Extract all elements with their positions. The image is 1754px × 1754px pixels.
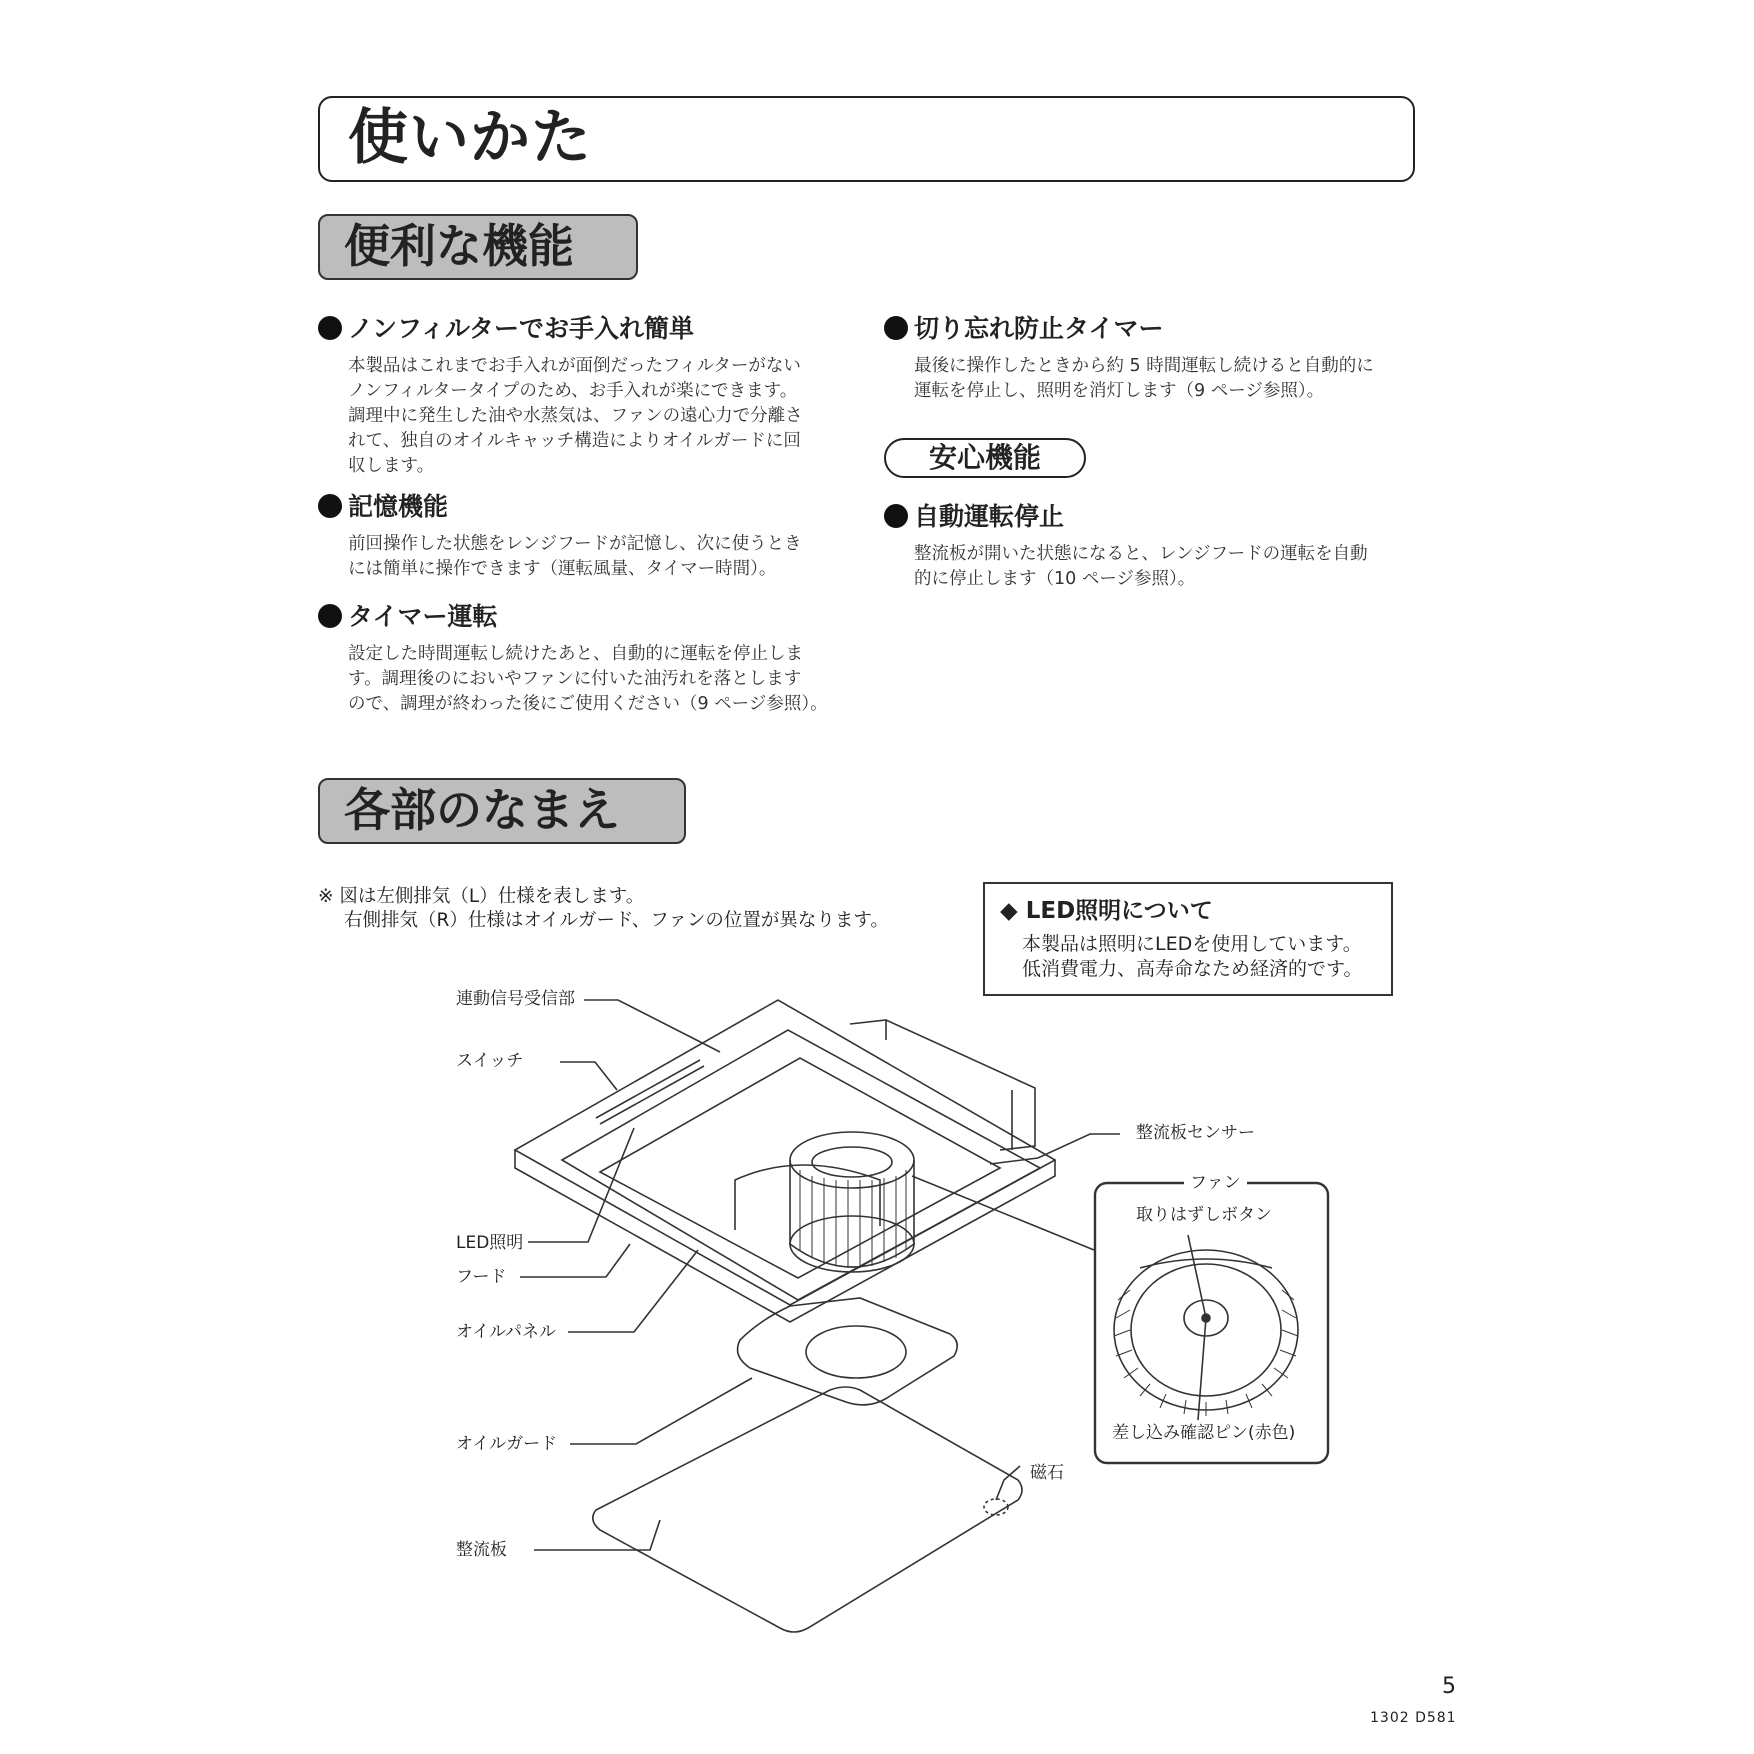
feature-heading-timer: タイマー運転 [318, 600, 498, 634]
page-title: 使いかた [348, 103, 592, 173]
feature-heading-nonfilter: ノンフィルターでお手入れ簡単 [318, 312, 694, 346]
feature-body-nonfilter: 本製品はこれまでお手入れが面倒だったフィルターがない ノンフィルタータイプのため、お手入れが楽にできます。 調理中に発生した油や水蒸気は、ファンの遠心力で分離さ れて、独自のオイルキャッチ構造によりオイルガードに回 収します。 [348, 356, 803, 476]
section-heading-features: 便利な機能 [318, 214, 638, 280]
label-remove-button: 取りはずしボタン [1136, 1205, 1272, 1225]
diagram-note-line1: ※ 図は左側排気（L）仕様を表します。 [318, 886, 645, 907]
page-number: 5 [1442, 1674, 1456, 1699]
led-info-body: 本製品は照明にLEDを使用しています。 低消費電力、高寿命なため経済的です。 [1022, 933, 1363, 980]
feature-body-timer: 設定した時間運転し続けたあと、自動的に運転を停止しま す。調理後のにおいやファンに付いた油汚れを落とします ので、調理が終わった後にご使用ください（9 ページ参照）。 [348, 644, 828, 714]
label-rectifier-plate: 整流板 [456, 1540, 507, 1560]
feature-body-memory: 前回操作した状態をレンジフードが記憶し、次に使うとき には簡単に操作できます（運転風量、タイマー時間）。 [348, 534, 802, 579]
section-heading-safety: 安心機能 [884, 438, 1086, 478]
label-magnet: 磁石 [1030, 1463, 1064, 1483]
label-led-light: LED照明 [456, 1233, 524, 1253]
led-info-title: ◆ LED照明について [1000, 898, 1213, 924]
label-switch: スイッチ [456, 1051, 524, 1071]
document-code: 1302 D581 [1370, 1710, 1457, 1726]
label-hood: フード [456, 1267, 507, 1287]
feature-heading-memory: 記憶機能 [318, 490, 448, 524]
section-heading-parts: 各部のなまえ [318, 778, 686, 844]
label-insert-pin: 差し込み確認ピン(赤色) [1112, 1423, 1296, 1443]
label-signal-receiver: 連動信号受信部 [456, 989, 575, 1009]
label-oil-guard: オイルガード [456, 1434, 558, 1454]
feature-heading-auto-stop: 自動運転停止 [884, 500, 1064, 534]
label-rectifier-sensor: 整流板センサー [1136, 1123, 1255, 1143]
feature-body-auto-stop: 整流板が開いた状態になると、レンジフードの運転を自動 的に停止します（10 ページ参照）。 [914, 544, 1368, 589]
feature-body-auto-off-timer: 最後に操作したときから約 5 時間運転し続けると自動的に 運転を停止し、照明を消灯します（9 ページ参照）。 [914, 356, 1374, 401]
label-oil-panel: オイルパネル [456, 1322, 556, 1342]
label-fan: ファン [1184, 1172, 1247, 1194]
diagram-note-line2: 右側排気（R）仕様はオイルガード、ファンの位置が異なります。 [344, 910, 889, 931]
feature-heading-auto-off-timer: 切り忘れ防止タイマー [884, 312, 1164, 346]
